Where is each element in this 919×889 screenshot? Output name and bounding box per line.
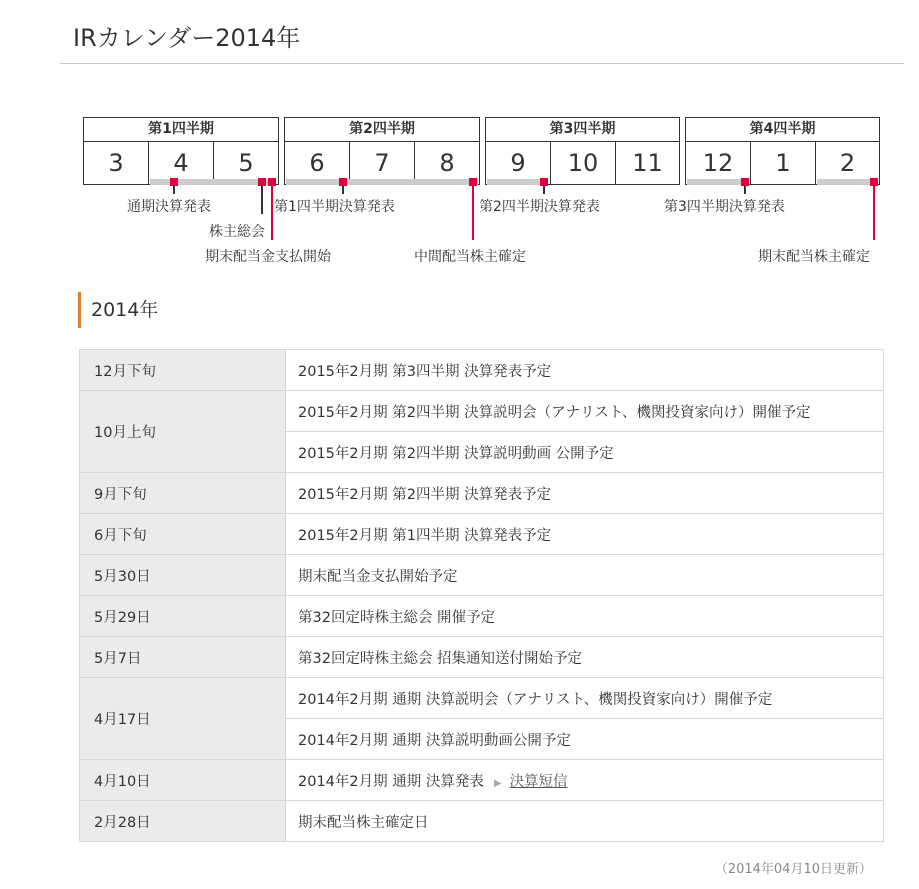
month-cell: 2 — [815, 141, 880, 185]
event-label: 期末配当株主確定 — [758, 249, 870, 265]
triangle-right-icon: ▶ — [493, 777, 502, 789]
table-row — [80, 596, 884, 637]
month-cell: 10 — [550, 141, 616, 185]
event-cell — [286, 760, 884, 801]
quarter-1-header: 第1四半期 — [83, 117, 279, 142]
event-marker — [268, 178, 276, 186]
event-marker — [258, 178, 266, 186]
section-heading: 2014年 — [78, 292, 158, 328]
timeline-bar — [286, 179, 478, 185]
leader-line — [744, 186, 746, 194]
timeline-bar — [817, 179, 877, 185]
event-cell: 2015年2月期 第2四半期 決算説明会（アナリスト、機関投資家向け）開催予定 — [286, 391, 884, 432]
date-cell: 5月29日 — [80, 596, 286, 637]
month-cell: 12 — [685, 141, 751, 185]
leader-line — [173, 186, 175, 194]
quarter-2-header: 第2四半期 — [284, 117, 480, 142]
leader-line — [261, 186, 263, 214]
timeline-bar — [487, 179, 547, 185]
event-label: 第1四半期決算発表 — [274, 199, 395, 215]
event-marker — [741, 178, 749, 186]
date-cell: 5月7日 — [80, 637, 286, 678]
event-cell: 第32回定時株主総会 開催予定 — [286, 596, 884, 637]
month-cell: 8 — [414, 141, 480, 185]
month-cell: 3 — [83, 141, 149, 185]
event-marker — [469, 178, 477, 186]
leader-line — [342, 186, 344, 194]
event-marker — [540, 178, 548, 186]
date-cell: 9月下旬 — [80, 473, 286, 514]
event-text: 2014年2月期 通期 決算発表 — [298, 773, 484, 790]
date-cell: 2月28日 — [80, 801, 286, 842]
date-cell: 4月10日 — [80, 760, 286, 801]
date-cell: 6月下旬 — [80, 514, 286, 555]
event-cell: 2015年2月期 第2四半期 決算発表予定 — [286, 473, 884, 514]
date-cell: 12月下旬 — [80, 350, 286, 391]
event-cell: 第32回定時株主総会 招集通知送付開始予定 — [286, 637, 884, 678]
table-row — [80, 350, 884, 391]
event-label: 株主総会 — [209, 224, 265, 240]
table-row — [80, 391, 884, 432]
table-row — [80, 637, 884, 678]
quarter-4-header: 第4四半期 — [685, 117, 880, 142]
timeline-bar — [687, 179, 747, 185]
table-row — [80, 678, 884, 719]
leader-line — [543, 186, 545, 194]
table-row — [80, 760, 884, 801]
leader-line — [472, 186, 474, 240]
date-cell: 5月30日 — [80, 555, 286, 596]
event-label: 中間配当株主確定 — [414, 249, 526, 265]
event-marker — [870, 178, 878, 186]
event-cell: 2015年2月期 第1四半期 決算発表予定 — [286, 514, 884, 555]
ir-quarter-diagram — [0, 0, 919, 300]
date-cell: 4月17日 — [80, 678, 286, 760]
event-cell: 期末配当金支払開始予定 — [286, 555, 884, 596]
month-cell: 4 — [148, 141, 214, 185]
month-cell: 11 — [615, 141, 680, 185]
date-cell: 10月上旬 — [80, 391, 286, 473]
ir-schedule-table — [79, 349, 884, 842]
leader-line — [271, 186, 273, 240]
last-updated: （2014年04月10日更新） — [714, 862, 872, 877]
month-cell: 1 — [750, 141, 816, 185]
event-marker — [339, 178, 347, 186]
month-cell: 5 — [213, 141, 279, 185]
event-label: 期末配当金支払開始 — [205, 249, 331, 265]
table-row — [80, 801, 884, 842]
leader-line — [873, 186, 875, 240]
page-title: IRカレンダー2014年 — [73, 24, 301, 52]
event-marker — [170, 178, 178, 186]
table-row — [80, 473, 884, 514]
table-row — [80, 514, 884, 555]
event-cell: 2014年2月期 通期 決算説明動画公開予定 — [286, 719, 884, 760]
quarter-3-header: 第3四半期 — [485, 117, 680, 142]
month-cell: 7 — [349, 141, 415, 185]
kessan-tanshin-link[interactable]: 決算短信 — [509, 773, 568, 790]
event-label: 第2四半期決算発表 — [479, 199, 600, 215]
month-cell: 9 — [485, 141, 551, 185]
event-cell: 2015年2月期 第2四半期 決算説明動画 公開予定 — [286, 432, 884, 473]
event-cell: 2015年2月期 第3四半期 決算発表予定 — [286, 350, 884, 391]
table-row — [80, 555, 884, 596]
event-cell: 期末配当株主確定日 — [286, 801, 884, 842]
event-label: 第3四半期決算発表 — [664, 199, 785, 215]
event-label: 通期決算発表 — [127, 199, 211, 215]
month-cell: 6 — [284, 141, 350, 185]
event-cell: 2014年2月期 通期 決算説明会（アナリスト、機関投資家向け）開催予定 — [286, 678, 884, 719]
